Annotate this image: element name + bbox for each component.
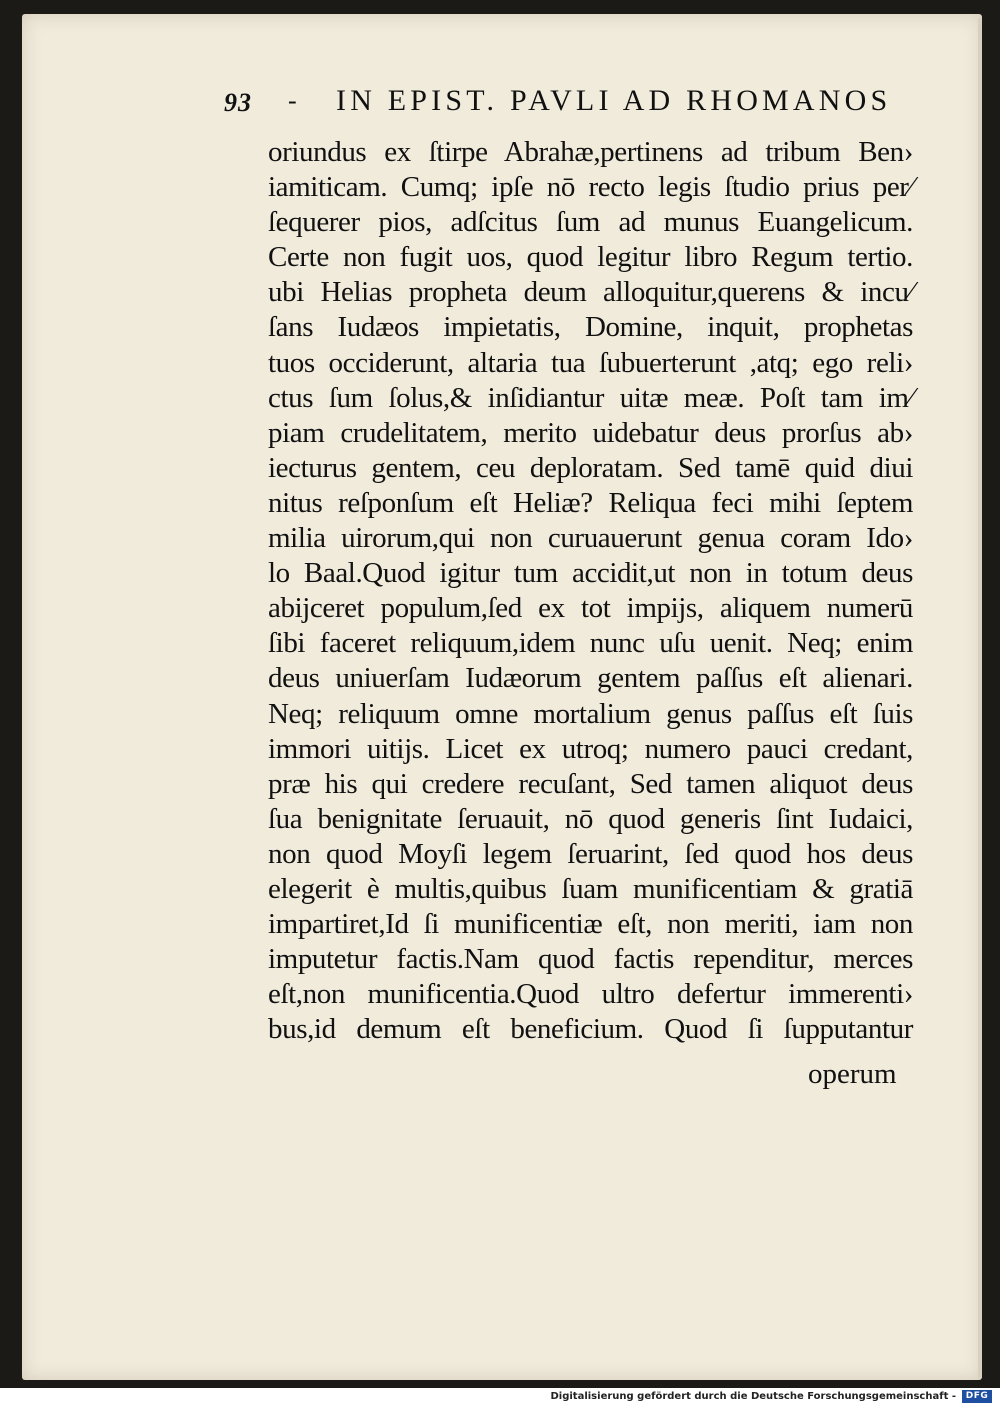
text-line: iecturus gentem, ceu deploratam. Sed tamē quid diui bbox=[268, 451, 913, 484]
running-title: IN EPIST. PAVLI AD RHOMANOS bbox=[336, 84, 892, 117]
text-line: Neq; reliquum omne mortalium genus paſſus eſt ſuis bbox=[268, 697, 913, 730]
text-line: deus uniuerſam Iudæorum gentem paſſus eſt alienari. bbox=[268, 662, 913, 695]
text-line: ſequerer pios, adſcitus ſum ad munus Euangelicum. bbox=[268, 206, 913, 239]
page-number: 93 bbox=[224, 88, 252, 117]
text-line: ſibi faceret reliquum,idem nunc uſu uenit. Neq; enim bbox=[268, 627, 913, 660]
dfg-logo-icon: DFG bbox=[962, 1390, 992, 1403]
text-line: tuos occiderunt, altaria tua ſubuerterunt ,atq; ego reli› bbox=[268, 346, 913, 379]
header-dash: - bbox=[288, 86, 297, 115]
text-line: iamiticam. Cumq; ipſe nō recto legis ſtudio prius per⁄ bbox=[268, 171, 913, 204]
page-edge bbox=[978, 18, 982, 1378]
text-line: lo Baal.Quod igitur tum accidit,ut non in totum deus bbox=[268, 557, 913, 590]
text-line: abijceret populum,ſed ex tot impijs, aliquem numerū bbox=[268, 592, 913, 625]
text-line: ſans Iudæos impietatis, Domine, inquit, prophetas bbox=[268, 311, 913, 344]
text-line: nitus reſponſum eſt Heliæ? Reliqua feci mihi ſeptem bbox=[268, 486, 913, 519]
text-line: elegerit è multis,quibus ſuam munificentiam & gratiā bbox=[268, 872, 913, 905]
text-line: bus,id demum eſt beneficium. Quod ſi ſupputantur bbox=[268, 1013, 913, 1046]
text-line: Certe non fugit uos, quod legitur libro Regum tertio. bbox=[268, 241, 913, 274]
text-line: ctus ſum ſolus,& inſidiantur uitæ meæ. Poſt tam im⁄ bbox=[268, 381, 913, 414]
text-line: eſt,non munificentia.Quod ultro defertur immerenti› bbox=[268, 978, 913, 1011]
text-line: milia uirorum,qui non curuauerunt genua coram Ido› bbox=[268, 522, 913, 555]
text-line: non quod Moyſi legem ſeruarint, ſed quod hos deus bbox=[268, 837, 913, 870]
text-line: oriundus ex ſtirpe Abrahæ,pertinens ad tribum Ben› bbox=[268, 136, 913, 168]
text-line: ubi Helias propheta deum alloquitur,querens & incu⁄ bbox=[268, 276, 913, 309]
text-line: impartiret,Id ſi munificentiæ eſt, non meriti, iam non bbox=[268, 908, 913, 941]
catchword: operum bbox=[808, 1058, 897, 1090]
text-line: immori uitijs. Licet ex utroq; numero pauci credant, bbox=[268, 732, 913, 765]
text-line: ſua benignitate ſeruauit, nō quod generis ſint Iudaici, bbox=[268, 802, 913, 835]
funding-credit: Digitalisierung gefördert durch die Deutsche Forschungsgemeinschaft - bbox=[550, 1391, 956, 1402]
text-line: piam crudelitatem, merito uidebatur deus prorſus ab› bbox=[268, 416, 913, 449]
body-text bbox=[268, 135, 913, 1047]
page-header bbox=[224, 84, 904, 124]
text-line: imputetur factis.Nam quod factis rependitur, merces bbox=[268, 943, 913, 976]
text-line: præ his qui credere recuſant, Sed tamen aliquot deus bbox=[268, 767, 913, 800]
